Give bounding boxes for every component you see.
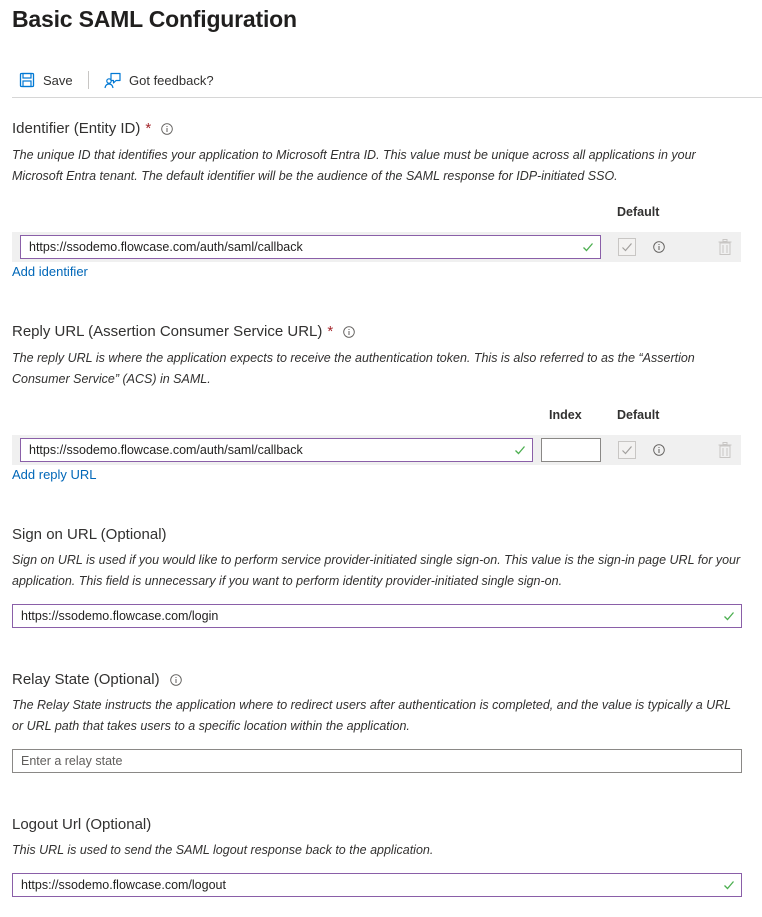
add-identifier-link[interactable]: Add identifier xyxy=(12,264,88,279)
relay-state-input[interactable] xyxy=(12,749,742,773)
identifier-input[interactable] xyxy=(20,235,601,259)
sign-on-url-title-text: Sign on URL (Optional) xyxy=(12,526,167,543)
check-icon xyxy=(723,610,735,625)
relay-state-title xyxy=(12,671,182,688)
reply-url-title xyxy=(12,323,355,340)
info-icon[interactable] xyxy=(653,444,665,456)
reply-url-value: https://ssodemo.flowcase.com/auth/saml/callback xyxy=(29,443,303,457)
info-icon[interactable] xyxy=(653,241,665,253)
feedback-button[interactable] xyxy=(104,68,214,92)
default-checkbox[interactable] xyxy=(618,238,636,256)
default-checkbox[interactable] xyxy=(618,441,636,459)
index-input[interactable] xyxy=(541,438,601,462)
save-label: Save xyxy=(43,72,73,88)
relay-state-placeholder: Enter a relay state xyxy=(21,754,123,768)
reply-url-input[interactable] xyxy=(20,438,533,462)
add-reply-url-link[interactable]: Add reply URL xyxy=(12,467,97,482)
save-icon xyxy=(19,72,35,88)
logout-url-description: This URL is used to send the SAML logout response back to the application. xyxy=(12,843,434,857)
relay-state-description: The Relay State instructs the application where to redirect users after authentication is completed, and the value is typically a URL or URL path that takes users to a specific location within the application. xyxy=(12,698,731,733)
logout-url-input[interactable] xyxy=(12,873,742,897)
sign-on-url-input[interactable] xyxy=(12,604,742,628)
index-column-header: Index xyxy=(549,408,582,422)
sign-on-url-value: https://ssodemo.flowcase.com/login xyxy=(21,609,219,623)
default-column-header: Default xyxy=(617,408,660,422)
logout-url-title xyxy=(12,816,151,833)
identifier-title xyxy=(12,120,173,137)
identifier-description: The unique ID that identifies your application to Microsoft Entra ID. This value must be unique across all applications in your Microsoft Entra tenant. The default identifier will be the audience of the SAML response for IDP-initiated SSO. xyxy=(12,148,696,183)
delete-icon[interactable] xyxy=(718,442,732,458)
info-icon[interactable] xyxy=(161,123,173,135)
command-bar xyxy=(12,64,762,98)
delete-icon[interactable] xyxy=(718,239,732,255)
info-icon[interactable] xyxy=(170,674,182,686)
feedback-label: Got feedback? xyxy=(129,72,214,88)
default-column-header: Default xyxy=(617,205,660,219)
sign-on-url-description: Sign on URL is used if you would like to perform service provider-initiated single sign-on. This value is the sign-in page URL for your application. This field is unnecessary if you want to perform identity provider-initiated single sign-on. xyxy=(12,553,741,588)
logout-url-value: https://ssodemo.flowcase.com/logout xyxy=(21,878,226,892)
relay-state-title-text: Relay State (Optional) xyxy=(12,671,160,688)
check-icon xyxy=(582,241,594,256)
reply-url-title-text: Reply URL (Assertion Consumer Service URL) xyxy=(12,323,323,340)
page-title: Basic SAML Configuration xyxy=(12,6,297,32)
identifier-value: https://ssodemo.flowcase.com/auth/saml/callback xyxy=(29,240,303,254)
check-icon xyxy=(514,444,526,459)
feedback-icon xyxy=(104,71,122,89)
required-marker: * xyxy=(145,120,152,137)
logout-url-title-text: Logout Url (Optional) xyxy=(12,816,152,833)
toolbar-divider xyxy=(88,71,89,89)
sign-on-url-title xyxy=(12,526,167,543)
reply-url-description: The reply URL is where the application expects to receive the authentication token. This is also referred to as the “Assertion Consumer Service” (ACS) in SAML. xyxy=(12,351,695,386)
identifier-title-text: Identifier (Entity ID) xyxy=(12,120,141,137)
required-marker: * xyxy=(327,323,334,340)
info-icon[interactable] xyxy=(343,326,355,338)
check-icon xyxy=(723,879,735,894)
save-button[interactable] xyxy=(19,68,73,92)
